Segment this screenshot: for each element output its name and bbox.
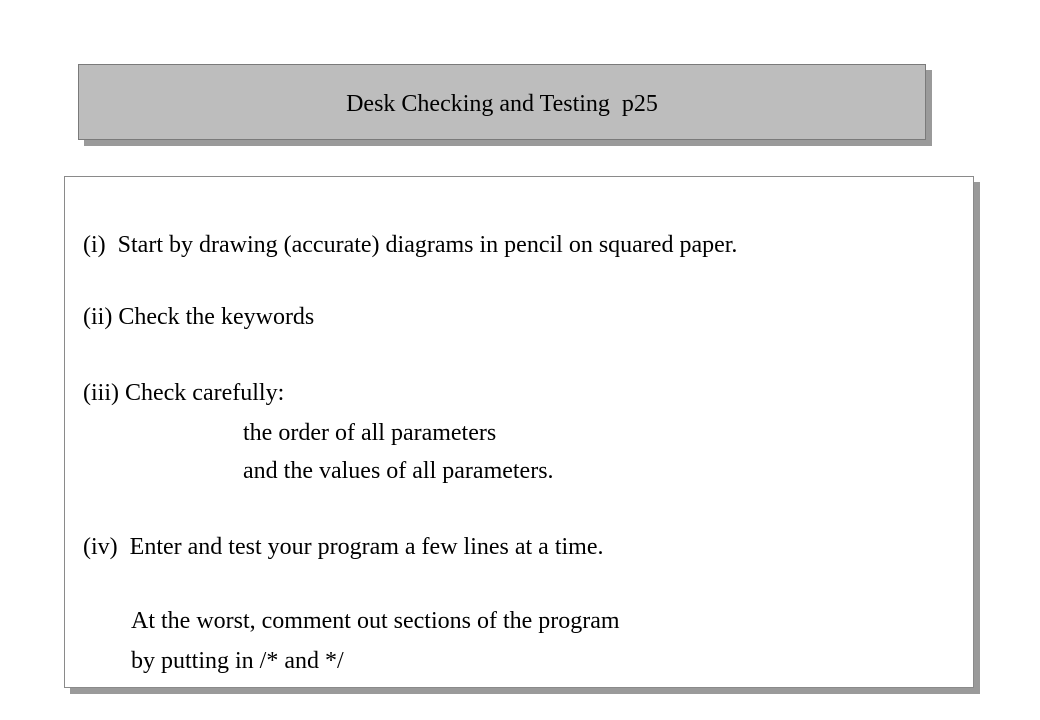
content-box — [64, 176, 974, 688]
step-4-note-line-2: by putting in /* and */ — [131, 648, 344, 674]
title-box — [78, 64, 926, 140]
step-4-text: (iv) Enter and test your program a few lines at a time. — [83, 534, 604, 560]
step-4-note-line-1: At the worst, comment out sections of the program — [131, 608, 620, 634]
slide-title: Desk Checking and Testing p25 — [346, 90, 658, 117]
step-1-text: (i) Start by drawing (accurate) diagrams in pencil on squared paper. — [83, 232, 738, 258]
step-3-detail-values: and the values of all parameters. — [243, 458, 554, 484]
step-3-heading: (iii) Check carefully: — [83, 380, 285, 406]
step-3-detail-order: the order of all parameters — [243, 420, 497, 446]
step-2-text: (ii) Check the keywords — [83, 304, 315, 330]
